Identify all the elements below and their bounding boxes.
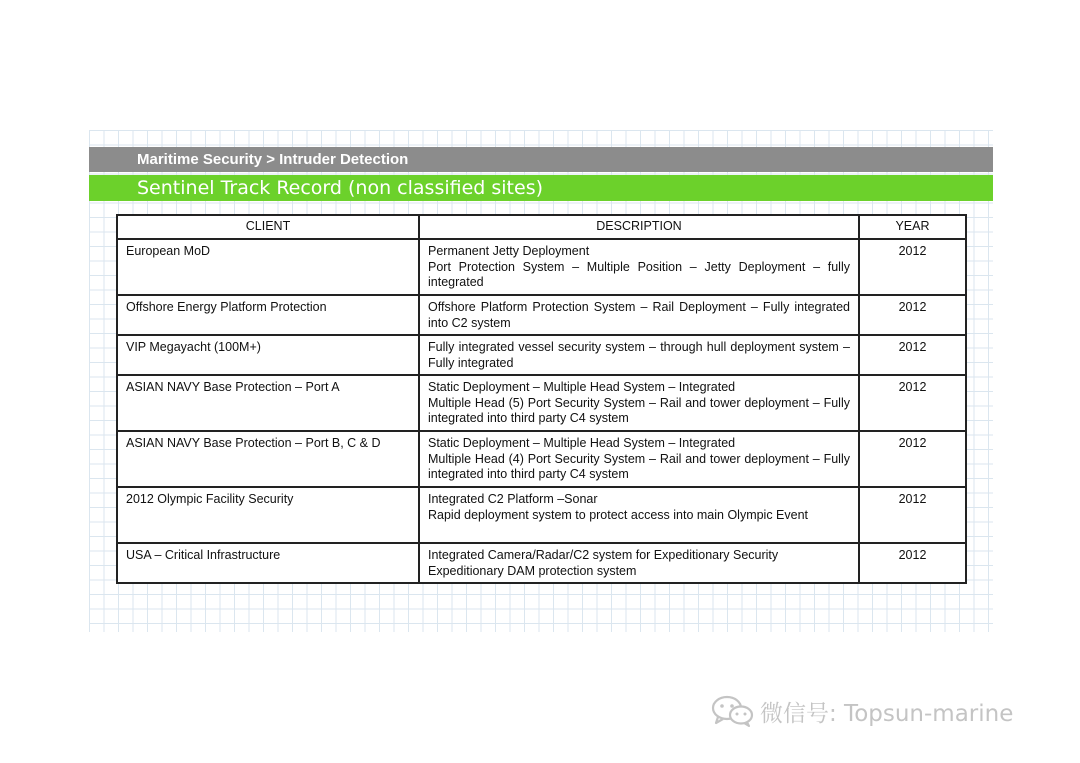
- description-line: Permanent Jetty Deployment: [428, 244, 590, 258]
- description-cell: [419, 375, 859, 431]
- description-line: Static Deployment – Multiple Head System – Integrated: [428, 380, 736, 394]
- client-cell: European MoD: [117, 239, 419, 295]
- description-cell: [419, 431, 859, 487]
- watermark: [710, 694, 1013, 728]
- page-title: Sentinel Track Record (non classified sites): [89, 175, 993, 201]
- table-header-row: [117, 215, 966, 239]
- wechat-icon: [710, 695, 754, 727]
- column-header-year: YEAR: [859, 215, 966, 239]
- year-cell: 2012: [859, 239, 966, 295]
- table-row: [117, 335, 966, 375]
- table-row: [117, 295, 966, 335]
- description-line: Integrated C2 Platform –Sonar: [428, 492, 598, 506]
- client-cell: VIP Megayacht (100M+): [117, 335, 419, 375]
- description-cell: [419, 335, 859, 375]
- client-cell: 2012 Olympic Facility Security: [117, 487, 419, 543]
- column-header-description: DESCRIPTION: [419, 215, 859, 239]
- breadcrumb: Maritime Security > Intruder Detection: [89, 147, 993, 172]
- description-line: Fully integrated vessel security system – through hull deployment system – Fully integrated: [428, 340, 850, 370]
- client-cell: USA – Critical Infrastructure: [117, 543, 419, 583]
- description-line: Offshore Platform Protection System – Rail Deployment – Fully integrated into C2 system: [428, 300, 850, 330]
- year-cell: 2012: [859, 487, 966, 543]
- description-line: Integrated Camera/Radar/C2 system for Expeditionary Security: [428, 548, 779, 562]
- table-row: [117, 239, 966, 295]
- description-line: Expeditionary DAM protection system: [428, 563, 637, 578]
- track-record-table: [116, 214, 967, 584]
- client-cell: ASIAN NAVY Base Protection – Port A: [117, 375, 419, 431]
- watermark-text: 微信号: Topsun-marine: [760, 700, 1014, 727]
- description-line: Multiple Head (4) Port Security System – Rail and tower deployment – Fully integrated into third party C4 system: [428, 451, 850, 481]
- table-row: [117, 543, 966, 583]
- description-line: Static Deployment – Multiple Head System – Integrated: [428, 436, 736, 450]
- year-cell: 2012: [859, 375, 966, 431]
- table-row: [117, 431, 966, 487]
- description-cell: [419, 487, 859, 543]
- slide: [89, 130, 993, 632]
- year-cell: 2012: [859, 295, 966, 335]
- description-cell: [419, 295, 859, 335]
- year-cell: 2012: [859, 431, 966, 487]
- description-line: Port Protection System – Multiple Position – Jetty Deployment – fully integrated: [428, 259, 850, 289]
- column-header-client: CLIENT: [117, 215, 419, 239]
- year-cell: 2012: [859, 335, 966, 375]
- description-line: Rapid deployment system to protect access into main Olympic Event: [428, 507, 809, 522]
- description-line: Multiple Head (5) Port Security System – Rail and tower deployment – Fully integrated into third party C4 system: [428, 395, 850, 425]
- description-cell: [419, 239, 859, 295]
- client-cell: ASIAN NAVY Base Protection – Port B, C & D: [117, 431, 419, 487]
- client-cell: Offshore Energy Platform Protection: [117, 295, 419, 335]
- description-cell: [419, 543, 859, 583]
- year-cell: 2012: [859, 543, 966, 583]
- table-row: [117, 375, 966, 431]
- table-row: [117, 487, 966, 543]
